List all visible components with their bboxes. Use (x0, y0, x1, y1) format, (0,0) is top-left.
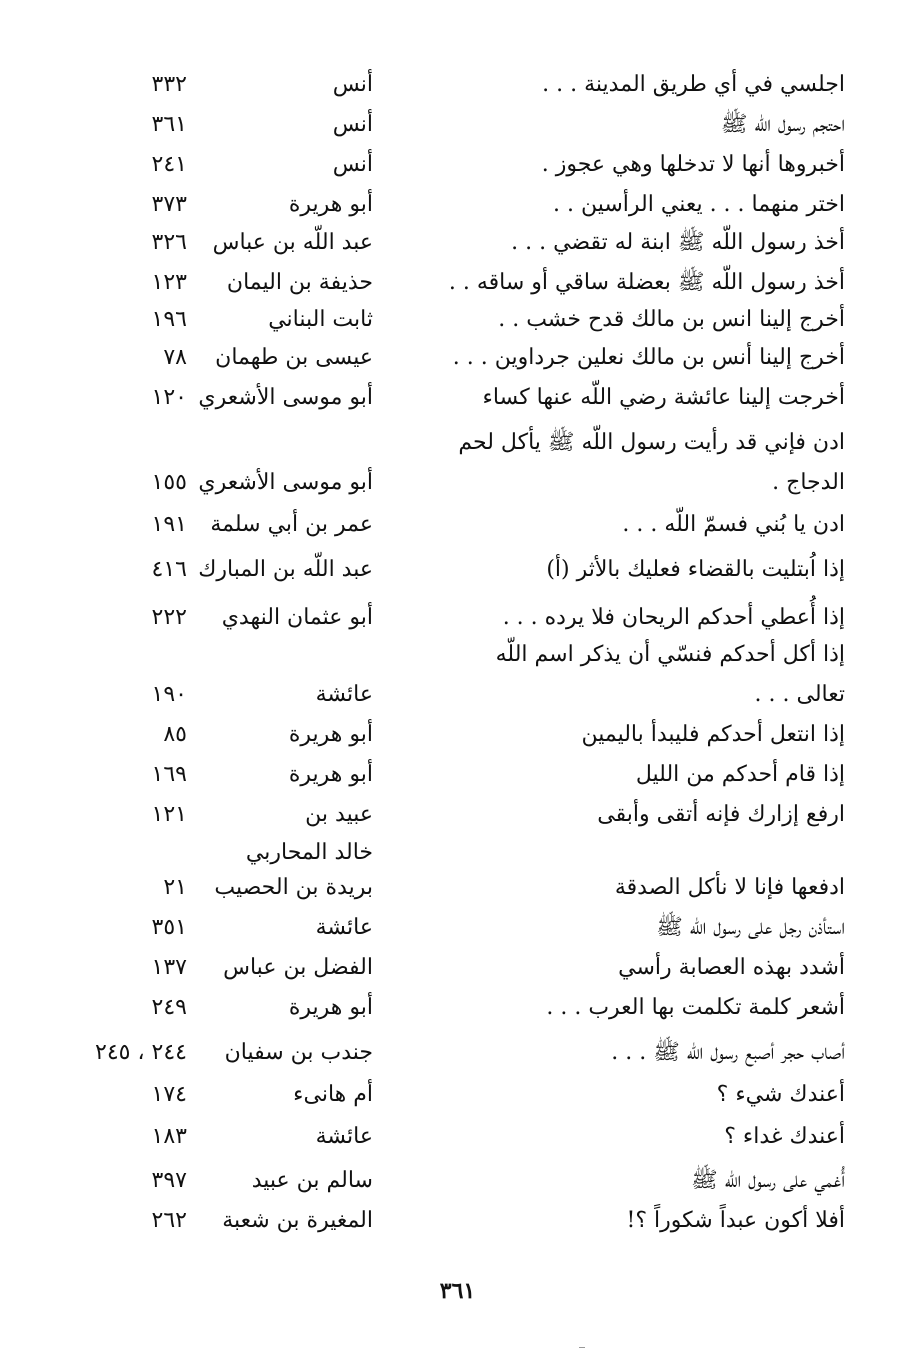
hadith-text: اجلسي في أي طريق المدينة . . . (542, 72, 845, 97)
page-reference: ٣٥١ (151, 915, 187, 940)
hadith-text: ادن فإني قد رأيت رسول اللّه ﷺ يأكل لحم (458, 430, 845, 455)
page-reference: ١٩١ (151, 512, 187, 537)
narrator-name: عائشة (315, 1124, 373, 1149)
page-reference: ١٣٧ (151, 955, 187, 980)
page-reference: ٣٧٣ (151, 192, 187, 217)
hadith-text: ارفع إزارك فإنه أتقى وأبقى (597, 802, 845, 827)
narrator-name: عمر بن أبي سلمة (210, 512, 373, 537)
narrator-name: أنس (332, 72, 373, 97)
page-reference: ١٩٠ (151, 682, 187, 707)
hadith-text: إذا انتعل أحدكم فليبدأ باليمين (581, 722, 845, 747)
page-reference: ٣٦١ (151, 112, 187, 137)
narrator-name: أبو هريرة (288, 762, 373, 787)
narrator-name: عيسى بن طهمان (215, 345, 373, 370)
narrator-name: بريدة بن الحصيب (214, 875, 373, 900)
hadith-text: تعالى . . . (754, 682, 845, 707)
hadith-text: أخذ رسول اللّه ﷺ ابنة له تقضي . . . (511, 230, 845, 255)
hadith-text: ادن يا بُني فسمّ اللّه . . . (622, 512, 845, 537)
hadith-text: أصاب حجر أصبع رسول اللّه ﷺ . . . (611, 1040, 845, 1065)
page-reference: ٣٣٢ (151, 72, 187, 97)
hadith-text: أشعر كلمة تكلمت بها العرب . . . (546, 995, 845, 1020)
narrator-name: ثابت البناني (268, 307, 373, 332)
page-reference: ٢٢٢ (151, 605, 187, 630)
hadith-text: أخذ رسول اللّه ﷺ بعضلة ساقي أو ساقه . . (448, 270, 845, 295)
narrator-name: أبو موسى الأشعري (198, 385, 373, 410)
narrator-name: عائشة (315, 682, 373, 707)
page-number: ٣٦١ (439, 1278, 476, 1304)
hadith-text: إذا أكل أحدكم فنسّي أن يذكر اسم اللّه (495, 642, 845, 667)
narrator-name: عبد اللّه بن عباس (212, 230, 373, 255)
narrator-name: الفضل بن عباس (223, 955, 373, 980)
hadith-text: أعندك شيء ؟ (716, 1082, 845, 1107)
narrator-name: أبو موسى الأشعري (198, 470, 373, 495)
hadith-text: الدجاج . (772, 470, 845, 495)
page-reference: ٢٦٢ (151, 1208, 187, 1233)
page-reference: ٢٤٤ ، ٢٤٥ (95, 1040, 187, 1065)
page-reference: ١٢٠ (151, 385, 187, 410)
narrator-name: جندب بن سفيان (224, 1040, 373, 1065)
hadith-text: أفلا أكون عبداً شكوراً ؟! (626, 1208, 845, 1233)
page-reference: ١٢٣ (151, 270, 187, 295)
narrator-name: حذيفة بن اليمان (226, 270, 373, 295)
narrator-name: أنس (332, 112, 373, 137)
page-reference: ٨٥ (163, 722, 187, 747)
narrator-name: سالم بن عبيد (251, 1168, 373, 1193)
hadith-text: إذا اُبتليت بالقضاء فعليك بالأثر (أ) (546, 557, 845, 582)
narrator-name: عبد اللّه بن المبارك (198, 557, 373, 582)
narrator-name: أم هانىء (293, 1082, 373, 1107)
hadith-text: إذا قام أحدكم من الليل (635, 762, 845, 787)
hadith-text: أخرجت إلينا عائشة رضي اللّه عنها كساء (482, 385, 845, 410)
page-reference: ٢١ (163, 875, 187, 900)
page-reference: ١٢١ (151, 802, 187, 827)
narrator-name: أبو عثمان النهدي (221, 605, 373, 630)
hadith-text: أعندك غداء ؟ (724, 1124, 845, 1149)
scan-mark (579, 1347, 585, 1348)
narrator-name: عبيد بن (305, 802, 373, 827)
hadith-text: احتجم رسول اللّه ﷺ (720, 112, 845, 137)
hadith-text: أشدد بهذه العصابة رأسي (618, 955, 845, 980)
hadith-text: اختر منهما . . . يعني الرأسين . . (553, 192, 845, 217)
page-reference: ١٩٦ (151, 307, 187, 332)
hadith-text: استأذن رجل على رسول اللّه ﷺ (656, 915, 845, 940)
page-reference: ٣٩٧ (151, 1168, 187, 1193)
page-reference: ٤١٦ (151, 557, 187, 582)
hadith-text: أخرج إلينا انس بن مالك قدح خشب . . (498, 307, 845, 332)
narrator-name: خالد المحاربي (245, 840, 373, 865)
hadith-text: أخبروها أنها لا تدخلها وهي عجوز . (541, 152, 845, 177)
hadith-text: أخرج إلينا أنس بن مالك نعلين جرداوين . . . (452, 345, 845, 370)
narrator-name: المغيرة بن شعبة (222, 1208, 373, 1233)
narrator-name: عائشة (315, 915, 373, 940)
page-reference: ١٥٥ (151, 470, 187, 495)
page-reference: ٧٨ (163, 345, 187, 370)
narrator-name: أبو هريرة (288, 722, 373, 747)
page-reference: ٣٢٦ (151, 230, 187, 255)
page-reference: ١٨٣ (151, 1124, 187, 1149)
narrator-name: أبو هريرة (288, 995, 373, 1020)
hadith-text: أُغمي على رسول اللّه ﷺ (691, 1168, 845, 1193)
narrator-name: أبو هريرة (288, 192, 373, 217)
hadith-text: إذا أُعطي أحدكم الريحان فلا يرده . . . (502, 605, 845, 630)
page-reference: ٢٤٩ (151, 995, 187, 1020)
page-reference: ١٧٤ (151, 1082, 187, 1107)
hadith-text: ادفعها فإنا لا نأكل الصدقة (614, 875, 845, 900)
page-reference: ٢٤١ (151, 152, 187, 177)
page-reference: ١٦٩ (151, 762, 187, 787)
narrator-name: أنس (332, 152, 373, 177)
